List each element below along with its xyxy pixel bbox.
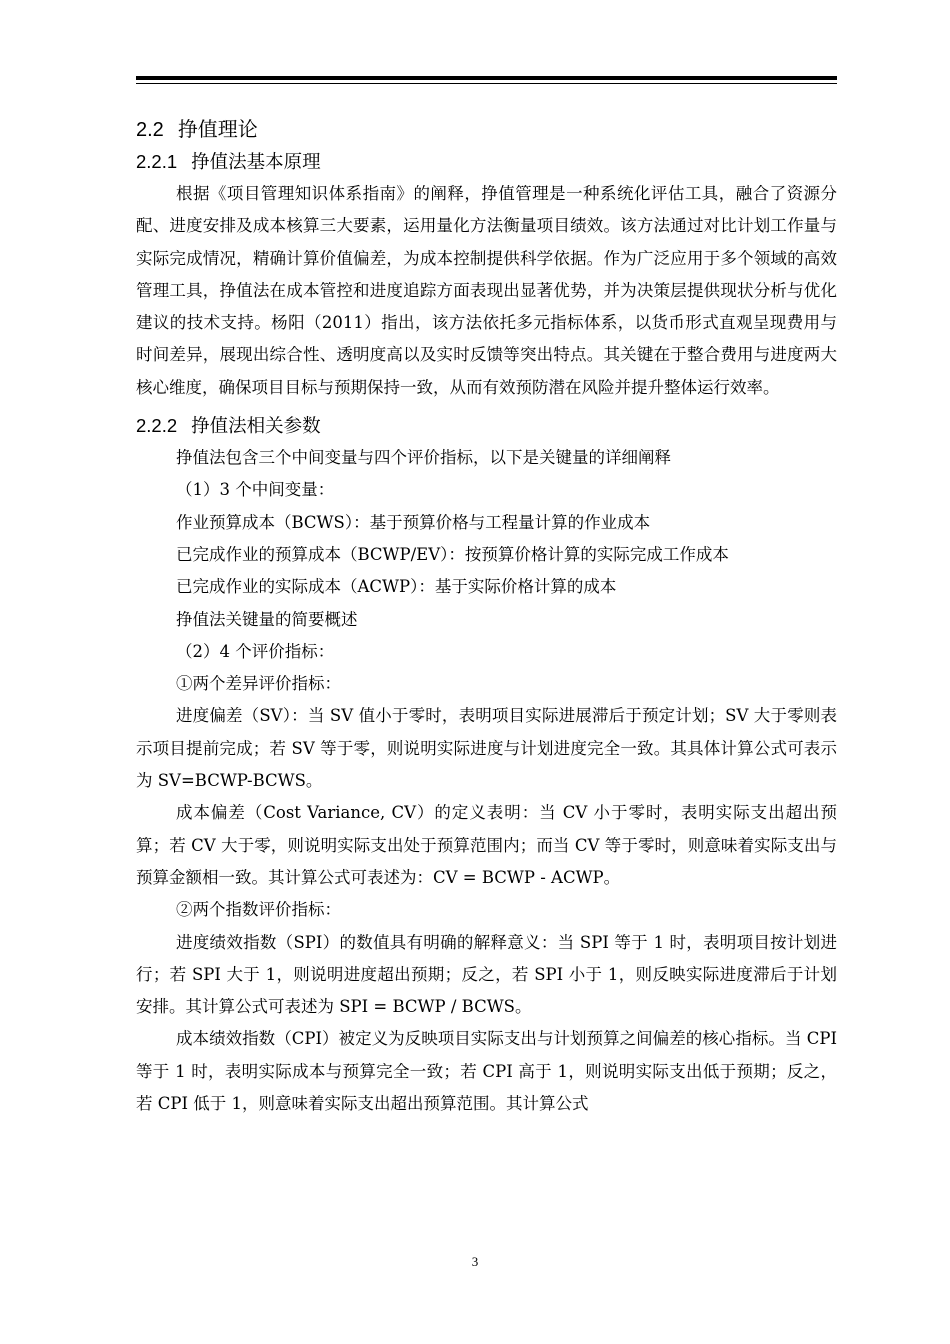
line-summary: 挣值法关键量的简要概述 [176,609,358,629]
header-rule-thin [136,83,837,84]
line-intro: 挣值法包含三个中间变量与四个评价指标，以下是关键量的详细阐释 [176,448,671,468]
line-bcws: 作业预算成本（BCWS）：基于预算价格与工程量计算的作业成本 [176,512,651,532]
section-number: 2.2 [136,119,164,141]
page-number: 3 [471,1254,479,1269]
paragraph-cv: 成本偏差（Cost Variance, CV）的定义表明：当 CV 小于零时，表明实际支出超出预算；若 CV 大于零，则说明实际支出处于预算范围内；而当 CV 等于零时，则意味着实际支出与预算金额相一致。其计算公式可表述为：CV = BCWP - ACWP。 [136,803,837,887]
header-rule-thick [136,76,837,80]
subsection-heading-1 [136,146,837,178]
subsection-number-1: 2.2.1 [136,151,178,172]
line-intermediate-heading: （1）3 个中间变量： [176,480,335,500]
subsection-title-2: 挣值法相关参数 [191,416,321,438]
paragraph-spi: 进度绩效指数（SPI）的数值具有明确的解释意义：当 SPI 等于 1 时，表明项目按计划进行；若 SPI 大于 1，则说明进度超出预期；反之，若 SPI 小于 1，则反映实际进度滞后于计划安排。其计算公式可表述为 SPI = BCWP / BCWS。 [136,932,837,1017]
paragraph-principle: 根据《项目管理知识体系指南》的阐释，挣值管理是一种系统化评估工具，融合了资源分配、进度安排及成本核算三大要素，运用量化方法衡量项目绩效。该方法通过对比计划工作量与实际完成情况，精确计算价值偏差，为成本控制提供科学依据。作为广泛应用于多个领域的高效管理工具，挣值法在成本管控和进度追踪方面表现出显著优势，并为决策层提供现状分析与优化建议的技术支持。杨阳（2011）指出，该方法依托多元指标体系，以货币形式直观呈现费用与时间差异，展现出综合性、透明度高以及实时反馈等突出特点。其关键在于整合费用与进度两大核心维度，确保项目目标与预期保持一致，从而有效预防潜在风险并提升整体运行效率。 [136,184,837,397]
line-acwp: 已完成作业的实际成本（ACWP）：基于实际价格计算的成本 [176,577,617,597]
line-variance-heading: ①两个差异评价指标： [176,674,341,694]
subsection-title-1: 挣值法基本原理 [191,152,321,173]
paragraph-sv: 进度偏差（SV）：当 SV 值小于零时，表明项目实际进展滞后于预定计划；SV 大于零则表示项目提前完成；若 SV 等于零，则说明实际进度与计划进度完全一致。其具体计算公式可表示为 SV=BCWP-BCWS。 [136,706,837,791]
line-indicators-heading: （2）4 个评价指标： [176,641,335,661]
section-heading [136,112,837,146]
page-body [136,112,837,1120]
section-title: 挣值理论 [177,117,258,141]
line-index-heading: ②两个指数评价指标： [176,900,341,920]
paragraph-cpi: 成本绩效指数（CPI）被定义为反映项目实际支出与计划预算之间偏差的核心指标。当 CPI 等于 1 时，表明实际成本与预算完全一致；若 CPI 高于 1，则说明实际支出低于预期；反之，若 CPI 低于 1，则意味着实际支出超出预算范围。其计算公式 [136,1029,837,1114]
subsection-heading-2 [136,410,837,442]
subsection-number-2: 2.2.2 [136,415,178,437]
line-bcwp: 已完成作业的预算成本（BCWP/EV）：按预算价格计算的实际完成工作成本 [176,544,729,564]
